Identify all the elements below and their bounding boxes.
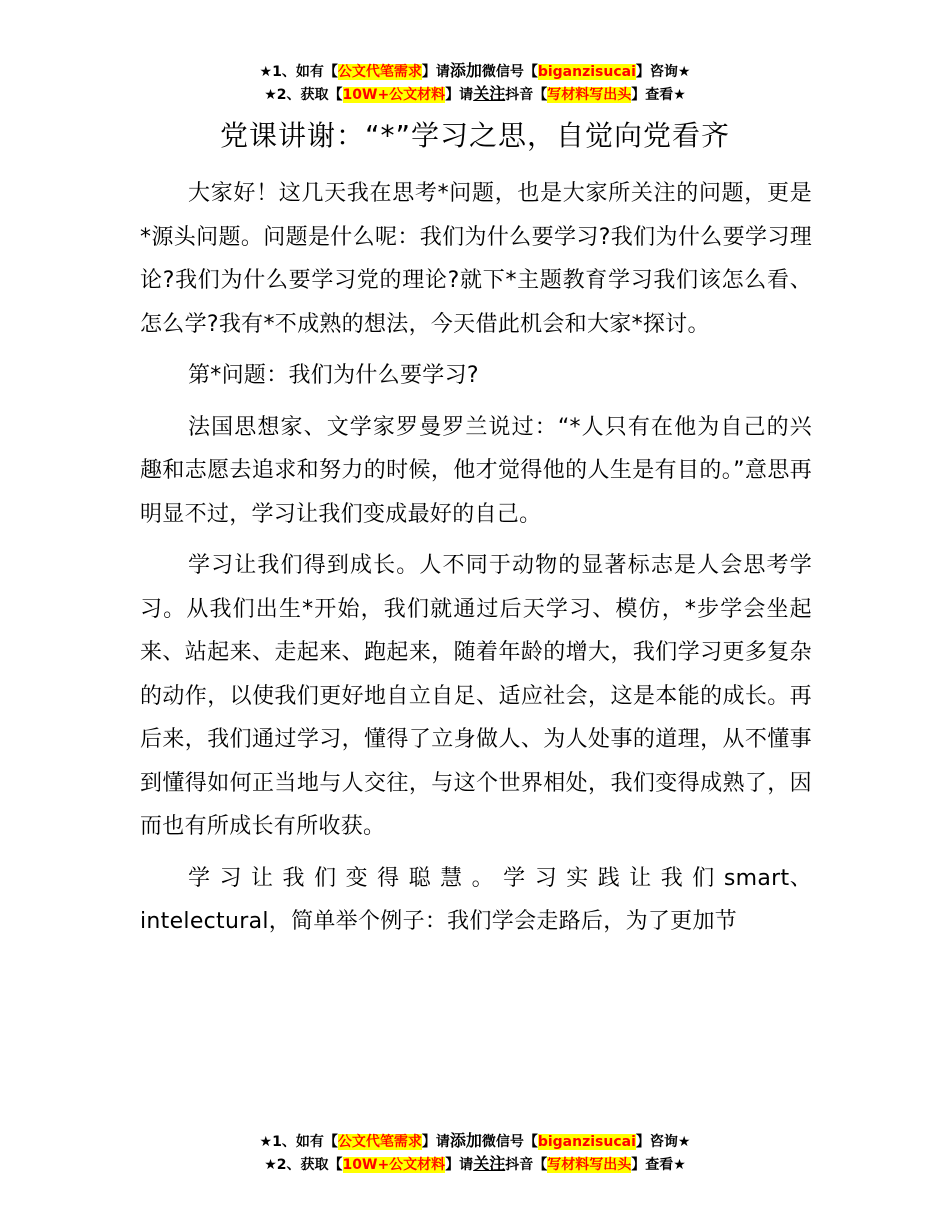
paragraph-line: 学习让我们变得聪慧。学习实践让我们 [188,865,724,891]
banner-text: 】请 [421,1134,450,1150]
banner-text: 微信号【 [481,1134,538,1150]
banner-text: ★2、获取【 [264,1157,343,1173]
banner-text: ★1、如有【 [259,1134,338,1150]
banner-text: 抖音【 [505,1157,548,1173]
banner-emphasis: 关注 [473,1154,506,1173]
banner-text: 】请 [421,64,450,80]
document-body [140,172,812,944]
banner-text: 微信号【 [481,64,538,80]
banner-highlight-wechat: biganzisucai [537,64,636,80]
banner-text: 】请 [445,87,474,103]
banner-text: 抖音【 [505,87,548,103]
banner-text: ★2、获取【 [264,87,343,103]
paragraph: 第*问题：我们为什么要学习? [188,363,479,388]
banner-highlight-douyin: 写材料写出头 [547,87,632,103]
banner-line-2 [0,1153,950,1176]
banner-text: ★1、如有【 [259,64,338,80]
header-banner [0,60,950,106]
banner-highlight-wechat: biganzisucai [537,1134,636,1150]
banner-emphasis: 添加 [449,61,482,80]
document-title: 党课讲谢：“*”学习之思，自觉向党看齐 [219,119,730,152]
banner-text: 】查看★ [631,1157,686,1173]
banner-text: 】咨询★ [635,1134,691,1150]
banner-line-1 [0,60,950,83]
banner-emphasis: 添加 [449,1131,482,1150]
banner-text: 】查看★ [631,87,686,103]
paragraph: 大家好！这几天我在思考*问题，也是大家所关注的问题，更是*源头问题。问题是什么呢：我们为什么要学习?我们为什么要学习理论?我们为什么要学习党的理论?就下*主题教育学习我们该怎么看、怎么学?我有*不成熟的想法，今天借此机会和大家*探讨。 [140,181,812,337]
banner-text: 】咨询★ [635,64,691,80]
banner-line-1 [0,1130,950,1153]
banner-highlight-service: 公文代笔需求 [337,1134,422,1150]
banner-highlight-materials: 10W+公文材料 [342,87,446,103]
paragraph: 学习让我们得到成长。人不同于动物的显著标志是人会思考学习。从我们出生*开始，我们就通过后天学习、模仿，*步学会坐起来、站起来、走起来、跑起来，随着年龄的增大，我们学习更多复杂的动作，以使我们更好地自立自足、适应社会，这是本能的成长。再后来，我们通过学习，懂得了立身做人、为人处事的道理，从不懂事到懂得如何正当地与人交往，与这个世界相处，我们变得成熟了，因而也有所成长有所收获。 [140,553,812,839]
paragraph: 法国思想家、文学家罗曼罗兰说过：“*人只有在他为自己的兴趣和志愿去追求和努力的时候，他才觉得他的人生是有目的。”意思再明显不过，学习让我们变成最好的自己。 [140,414,812,527]
paragraph-last [140,857,812,944]
banner-highlight-materials: 10W+公文材料 [342,1157,446,1173]
banner-highlight-douyin: 写材料写出头 [547,1157,632,1173]
banner-highlight-service: 公文代笔需求 [337,64,422,80]
footer-banner [0,1130,950,1176]
paragraph-rest: smart、intelectural，简单举个例子：我们学会走路后，为了更加节 [140,865,812,934]
banner-text: 】请 [445,1157,474,1173]
banner-emphasis: 关注 [473,84,506,103]
banner-line-2 [0,83,950,106]
